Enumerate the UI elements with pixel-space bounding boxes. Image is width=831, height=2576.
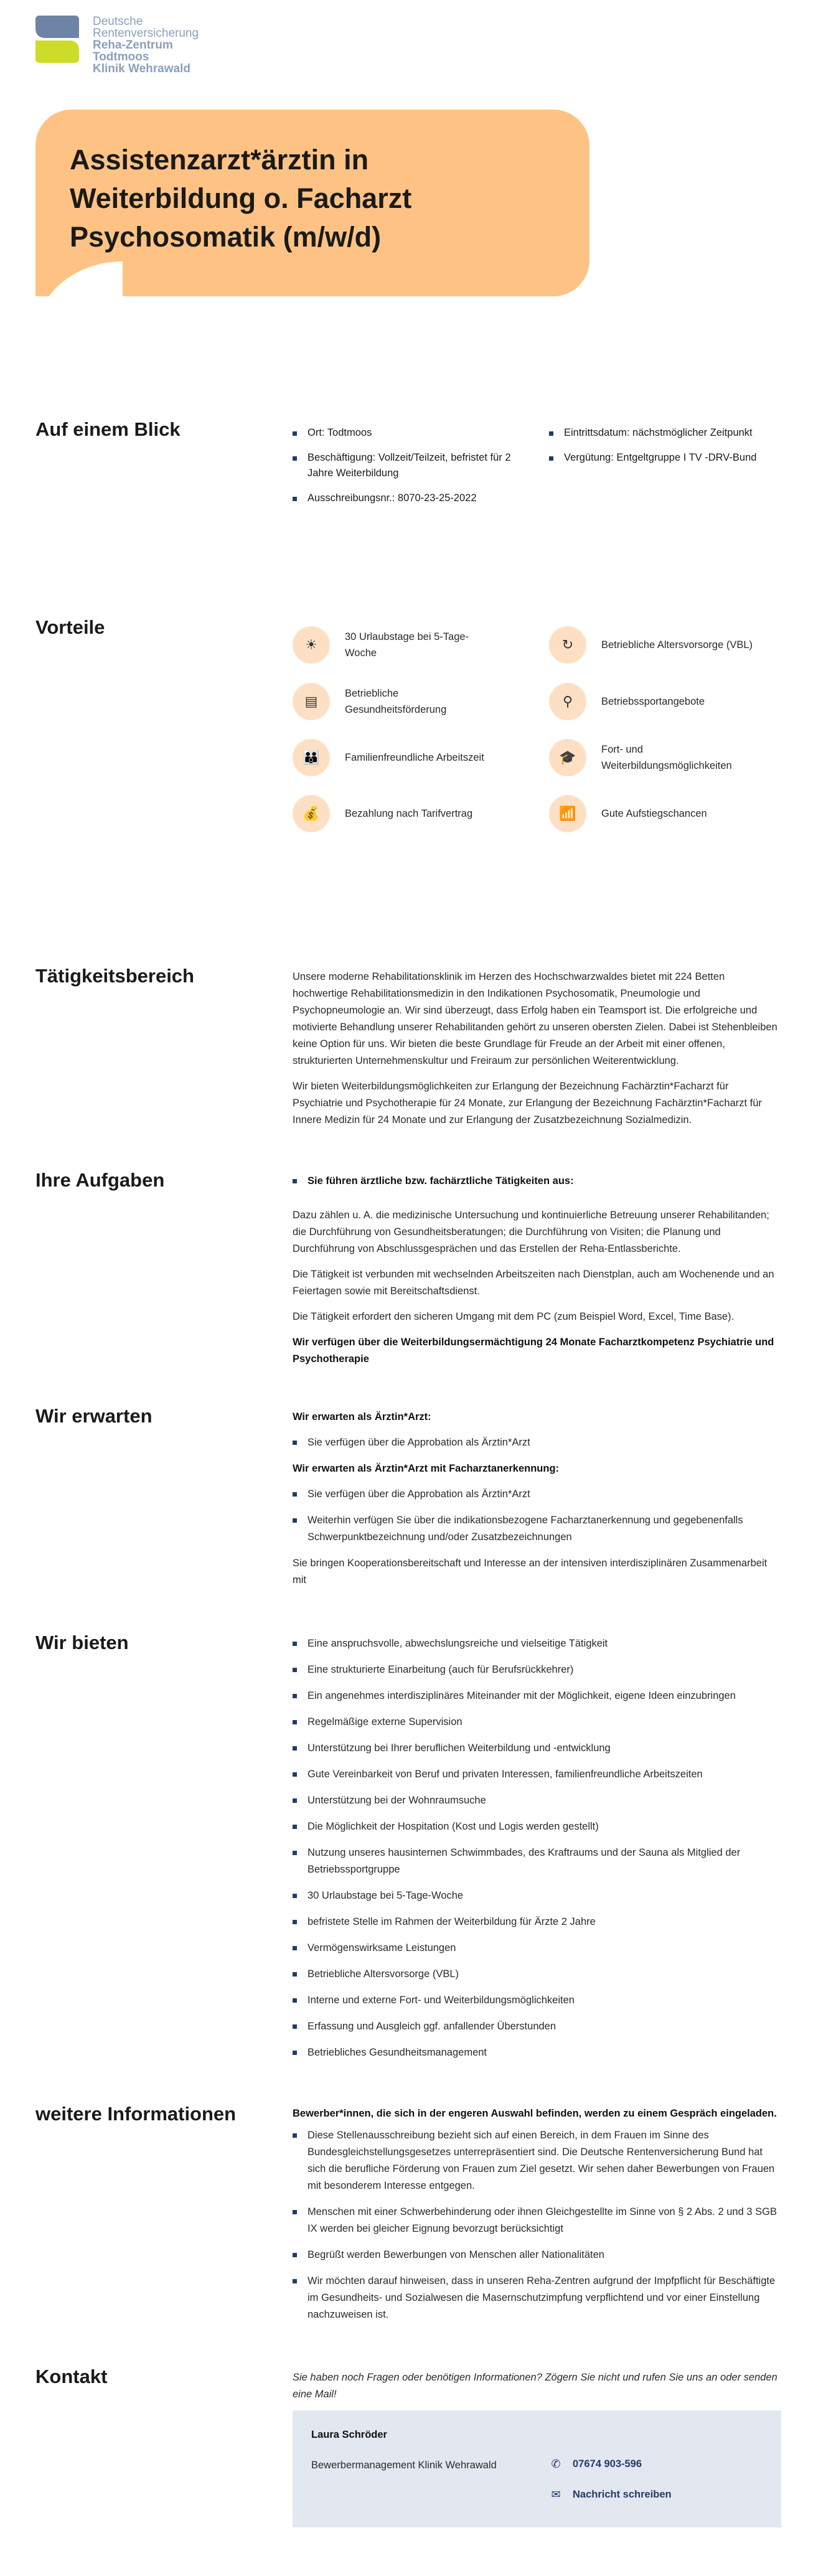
list-item: Betriebliche Altersvorsorge (VBL): [293, 1966, 781, 1983]
list-item: 30 Urlaubstage bei 5-Tage-Woche: [293, 1887, 781, 1904]
list-item: Ort: Todtmoos: [293, 425, 529, 441]
list-item: Ein angenehmes interdisziplinäres Miteinander mit der Möglichkeit, eigene Ideen einzubringen: [293, 1688, 781, 1704]
paragraph: Sie bringen Kooperationsbereitschaft und Interesse an der intensiven interdisziplinären Zusammenarbeit mit: [293, 1558, 768, 1586]
logo-line: Klinik Wehrawald: [93, 62, 190, 75]
benefit-item: [293, 683, 517, 720]
paragraph: Dazu zählen u. A. die medizinische Untersuchung und kontinuierliche Betreuung unserer Rehabilitanden; die Durchführung von Gesundheitsberatungen; die Durchführung von Visiten; die Planung und Durchführung von Abschlussgesprächen und das Erstellen der Reha-Entlassberichte.: [293, 1210, 769, 1254]
list-item: Ausschreibungsnr.: 8070-23-25-2022: [293, 491, 529, 506]
list-item: Menschen mit einer Schwerbehinderung oder ihnen Gleichgestellte im Sinne von § 2 Abs. 2 und 3 SGB IX werden bei gleicher Eignung bevorzugt berücksichtigt: [293, 2204, 781, 2237]
offer-list: [293, 1635, 781, 2071]
paragraph: Unsere moderne Rehabilitationsklinik im Herzen des Hochschwarzwaldes bietet mit 224 Betten hochwertige Rehabilitationsmedizin in den Indikationen Psychosomatik, Pneumologie und Psychopneumologie an. Wir sind überzeugt, dass Erfolg haben ein Teamsport ist. Die erfolgreiche und motivierte Behandlung unserer Rehabilitanden gehört zu unseren obersten Zielen. Dabei ist Stehenbleiben keine Option für uns. Wir bieten die beste Grundlage für Freude an der Arbeit mit einer offenen, strukturierten Unternehmenskultur und Freiraum zur persönlichen Weiterentwicklung.: [293, 971, 777, 1066]
list-item: Eintrittsdatum: nächstmöglicher Zeitpunkt: [549, 425, 798, 441]
contact-name: Laura Schröder: [311, 2429, 387, 2440]
section-title-expect: Wir erwarten: [35, 1405, 153, 1427]
more-info-text: [293, 2105, 781, 2333]
racket-icon: ⚲: [549, 683, 586, 720]
logo-line: Reha-Zentrum: [93, 39, 173, 52]
benefit-label: Betriebliche Gesundheitsförderung: [345, 688, 447, 715]
list-item: Sie führen ärztliche bzw. fachärztliche Tätigkeiten aus:: [293, 1173, 781, 1190]
list-item: Vergütung: Entgeltgruppe I TV -DRV-Bund: [549, 450, 798, 466]
paragraph: Wir bieten Weiterbildungsmöglichkeiten zur Erlangung der Bezeichnung Fachärztin*Facharzt für Psychiatrie und Psychotherapie für 24 Monate, zur Erlangung der Bezeichnung Fachärztin*Facharzt für Innere Medizin für 24 Monate und zur Erlangung der Zusatzbezeichnung Sozialmedizin.: [293, 1081, 762, 1126]
list-item: befristete Stelle im Rahmen der Weiterbildung für Ärzte 2 Jahre: [293, 1914, 781, 1930]
list-item: Gute Vereinbarkeit von Beruf und privaten Interessen, familienfreundliche Arbeitszeiten: [293, 1766, 781, 1783]
mail-icon: ✉: [551, 2488, 561, 2501]
contact-intro: Sie haben noch Fragen oder benötigen Informationen? Zögern Sie nicht und rufen Sie uns an oder senden eine Mail!: [293, 2372, 777, 2400]
section-title-tasks: Ihre Aufgaben: [35, 1169, 165, 1191]
contact-role: Bewerbermanagement Klinik Wehrawald: [311, 2460, 497, 2471]
list-item: Eine strukturierte Einarbeitung (auch für Berufsrückkehrer): [293, 1662, 781, 1678]
logo-line: Deutsche: [93, 15, 143, 28]
logo[interactable]: [35, 16, 199, 75]
mail-link[interactable]: [548, 2488, 672, 2501]
list-item: Beschäftigung: Vollzeit/Teilzeit, befristet für 2 Jahre Weiterbildung: [293, 450, 529, 481]
family-icon: 👪: [293, 739, 330, 776]
paragraph: Die Tätigkeit erfordert den sicheren Umgang mit dem PC (zum Beispiel Word, Excel, Time Base).: [293, 1311, 735, 1322]
phone-number: 07674 903-596: [573, 2458, 642, 2470]
section-title-contact: Kontakt: [35, 2366, 108, 2387]
paragraph: Die Tätigkeit ist verbunden mit wechselnden Arbeitszeiten nach Dienstplan, auch am Wochenende und an Feiertagen sowie mit Bereitschaftsdienst.: [293, 1269, 774, 1297]
benefit-label: Gute Aufstiegschancen: [601, 808, 707, 819]
benefit-label: Bezahlung nach Tarifvertrag: [345, 808, 473, 819]
benefit-label: 30 Urlaubstage bei 5-Tage-Woche: [345, 631, 469, 659]
list-item: Begrüßt werden Bewerbungen von Menschen aller Nationalitäten: [293, 2247, 781, 2263]
benefit-item: [549, 683, 773, 720]
expect-text: [293, 1409, 781, 1597]
glance-list-right: [549, 425, 798, 475]
list-item: Unterstützung bei der Wohnraumsuche: [293, 1792, 781, 1809]
paragraph: Wir verfügen über die Weiterbildungsermächtigung 24 Monate Facharztkompetenz Psychiatrie und Psychotherapie: [293, 1337, 774, 1365]
paragraph: Bewerber*innen, die sich in der engeren Auswahl befinden, werden zu einem Gespräch eingeladen.: [293, 2108, 777, 2119]
list-item: Nutzung unseres hausinternen Schwimmbades, des Kraftraums und der Sauna als Mitglied der Betriebssportgruppe: [293, 1845, 781, 1878]
subheading: Wir erwarten als Ärztin*Arzt:: [293, 1411, 431, 1422]
graduation-cap-icon: 🎓: [549, 739, 586, 776]
list-item: Die Möglichkeit der Hospitation (Kost und Logis werden gestellt): [293, 1818, 781, 1835]
page-title: Assistenzarzt*ärztin in Weiterbildung o. Facharzt Psychosomatik (m/w/d): [70, 144, 412, 253]
benefit-item: [549, 739, 773, 776]
benefit-item: [293, 739, 517, 776]
list-item: Eine anspruchsvolle, abwechslungsreiche und vielseitige Tätigkeit: [293, 1635, 781, 1652]
list-item: Erfassung und Ausgleich ggf. anfallender Überstunden: [293, 2018, 781, 2035]
list-item: Wir möchten darauf hinweisen, dass in unseren Reha-Zentren aufgrund der Impfpflicht für Beschäftigte im Gesundheits- und Sozialwesen die Masernschutzimpfung verpflichtend und vor einer Einstellung nachzuweisen ist.: [293, 2273, 781, 2323]
contact-card: [293, 2410, 781, 2527]
benefit-item: [293, 626, 517, 664]
benefit-item: [549, 795, 773, 832]
list-item: Diese Stellenausschreibung bezieht sich auf einen Bereich, in dem Frauen im Sinne des Bundesgleichstellungsgesetzes unterrepräsentiert sind. Die Deutsche Rentenversicherung Bund hat sich die berufliche Förderung von Frauen zum Ziel gesetzt. Wir sehen daher Bewerbungen von Frauen mit besonderem Interesse entgegen.: [293, 2127, 781, 2194]
list-item: Regelmäßige externe Supervision: [293, 1714, 781, 1731]
section-title-activity: Tätigkeitsbereich: [35, 965, 194, 987]
section-title-more-info: weitere Informationen: [35, 2103, 237, 2125]
logo-text: [93, 16, 199, 75]
sun-icon: ☀: [293, 626, 330, 664]
list-item: Weiterhin verfügen Sie über die indikationsbezogene Facharztanerkennung und gegebenenfalls Schwerpunktbezeichnung und/oder Zusatzbezeichnungen: [293, 1512, 781, 1546]
glance-list-left: [293, 425, 529, 515]
section-title-glance: Auf einem Blick: [35, 418, 181, 440]
phone-icon: ✆: [551, 2458, 561, 2470]
list-item: Interne und externe Fort- und Weiterbildungsmöglichkeiten: [293, 1992, 781, 2009]
subheading: Wir erwarten als Ärztin*Arzt mit Facharztanerkennung:: [293, 1463, 560, 1474]
section-title-offer: Wir bieten: [35, 1632, 129, 1653]
mail-label: Nachricht schreiben: [573, 2489, 672, 2500]
phone-link[interactable]: [548, 2458, 642, 2471]
logo-line: Rentenversicherung: [93, 27, 199, 40]
logo-mark: [35, 16, 79, 63]
chart-icon: 📶: [549, 795, 586, 832]
list-item: Vermögenswirksame Leistungen: [293, 1940, 781, 1957]
tasks-text: [293, 1173, 781, 1376]
benefit-item: [549, 626, 773, 664]
list-item: Sie verfügen über die Approbation als Ärztin*Arzt: [293, 1486, 781, 1503]
refresh-icon: ↻: [549, 626, 586, 664]
list-item: Betriebliches Gesundheitsmanagement: [293, 2044, 781, 2061]
benefit-label: Betriebssportangebote: [601, 696, 705, 707]
money-bag-icon: 💰: [293, 795, 330, 832]
activity-text: [293, 969, 781, 1137]
benefit-label: Betriebliche Altersvorsorge (VBL): [601, 639, 753, 651]
logo-line: Todtmoos: [93, 50, 149, 63]
benefit-item: [293, 795, 517, 832]
benefit-label: Fort- und Weiterbildungsmöglichkeiten: [601, 744, 732, 771]
list-item: Sie verfügen über die Approbation als Ärztin*Arzt: [293, 1434, 781, 1451]
benefit-label: Familienfreundliche Arbeitszeit: [345, 752, 484, 763]
calendar-icon: ▤: [293, 683, 330, 720]
section-title-benefits: Vorteile: [35, 616, 105, 638]
list-item: Unterstützung bei Ihrer beruflichen Weiterbildung und -entwicklung: [293, 1740, 781, 1757]
